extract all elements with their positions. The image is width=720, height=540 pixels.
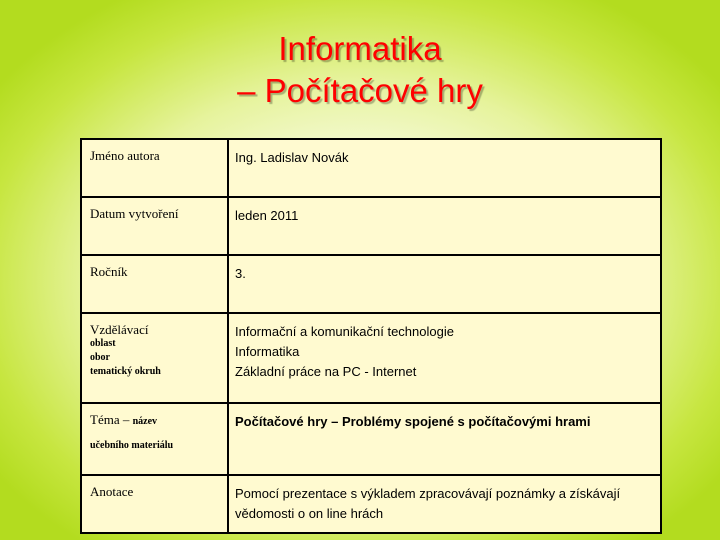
date-value: leden 2011 [228, 197, 661, 255]
author-label: Jméno autora [81, 139, 228, 197]
slide-title [0, 28, 720, 112]
table-row [81, 139, 661, 197]
grade-label: Ročník [81, 255, 228, 313]
grade-value: 3. [228, 255, 661, 313]
topic-label-suffix: název [132, 416, 158, 427]
topic-sublabel: učebního materiálu [90, 440, 174, 451]
annotation-value: Pomocí prezentace s výkladem zpracovávají poznámky a získávají vědomosti o on line hrách [228, 475, 661, 533]
topic-label: Téma – [90, 412, 130, 427]
author-value: Ing. Ladislav Novák [228, 139, 661, 197]
education-value-area: Informační a komunikační technologie [235, 324, 454, 339]
title-line-2: – Počítačové hry [237, 72, 483, 109]
education-sublabel-subject: obor [90, 352, 110, 363]
annotation-label: Anotace [81, 475, 228, 533]
education-label-cell [81, 313, 228, 403]
education-values [228, 313, 661, 403]
education-value-topic: Základní práce na PC - Internet [235, 364, 417, 379]
education-value-subject: Informatika [235, 344, 300, 359]
education-label: Vzdělávací [90, 322, 149, 337]
table-row [81, 403, 661, 475]
topic-value: Počítačové hry – Problémy spojené s počítačovými hrami [228, 403, 661, 475]
table-row [81, 255, 661, 313]
education-sublabel-area: oblast [90, 338, 116, 349]
table-row [81, 197, 661, 255]
title-line-1: Informatika [278, 30, 442, 67]
table-row [81, 313, 661, 403]
topic-label-cell [81, 403, 228, 475]
date-label: Datum vytvoření [81, 197, 228, 255]
education-sublabel-topic: tematický okruh [90, 366, 161, 377]
table-row [81, 475, 661, 533]
metadata-table [80, 138, 662, 534]
